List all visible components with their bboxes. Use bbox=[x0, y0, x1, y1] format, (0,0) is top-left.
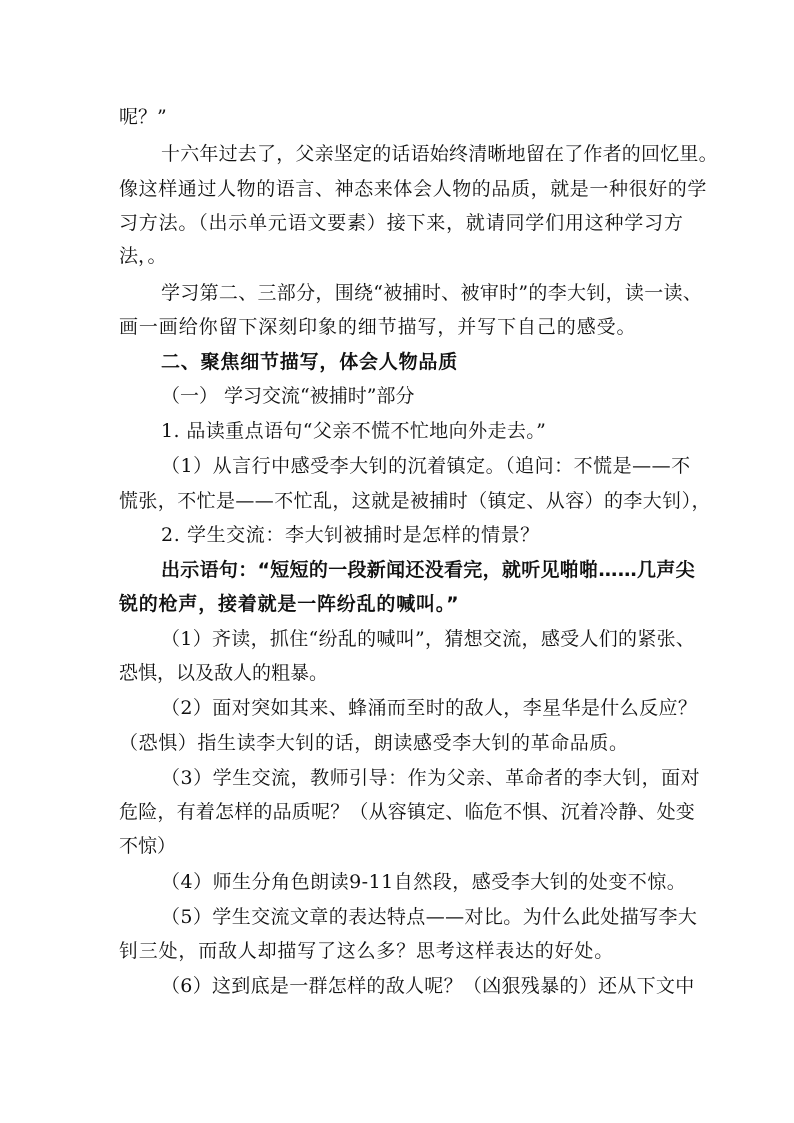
text-line: 学习第二、三部分，围绕“被捕时、被审时”的李大钊，读一读、 bbox=[161, 282, 703, 304]
text-line: （5）学生交流文章的表达特点——对比。为什么此处描写李大 bbox=[161, 906, 698, 928]
text-line: （恐惧）指生读李大钊的话，朗读感受李大钊的革命品质。 bbox=[119, 732, 629, 754]
subsection-heading: （一） 学习交流“被捕时”部分 bbox=[161, 385, 415, 407]
text-line: （3）学生交流，教师引导：作为父亲、革命者的李大钊，面对 bbox=[161, 767, 701, 789]
text-line: （2）面对突如其来、蜂涌而至时的敌人，李星华是什么反应？ bbox=[161, 697, 698, 719]
quote-line-bold: 出示语句：“短短的一段新闻还没看完，就听见啪啪……几声尖 bbox=[161, 559, 695, 581]
text-line: 十六年过去了，父亲坚定的话语始终清晰地留在了作者的回忆里。 bbox=[161, 143, 718, 165]
text-line: （1）从言行中感受李大钊的沉着镇定。（追问：不慌是——不 bbox=[161, 455, 691, 477]
text-line: 呢？” bbox=[119, 106, 167, 128]
text-line: 钊三处，而敌人却描写了这么多？思考这样表达的好处。 bbox=[119, 940, 615, 962]
text-line: 1. 品读重点语句“父亲不慌不忙地向外走去。” bbox=[161, 420, 547, 442]
text-line: 像这样通过人物的语言、神态来体会人物的品质，就是一种很好的学 bbox=[119, 178, 708, 200]
text-line: 2. 学生交流：李大钊被捕时是怎样的情景？ bbox=[161, 524, 540, 546]
text-line: 慌张，不忙是——不忙乱，这就是被捕时（镇定、从容）的李大钊）， bbox=[119, 490, 711, 512]
text-line: 法，。 bbox=[119, 245, 167, 267]
text-line: 不惊） bbox=[119, 835, 177, 857]
text-line: 恐惧，以及敌人的粗暴。 bbox=[119, 662, 329, 684]
text-line: （6）这到底是一群怎样的敌人呢？（凶狠残暴的）还从下文中 bbox=[161, 975, 695, 997]
text-line: 画一画给你留下深刻印象的细节描写，并写下自己的感受。 bbox=[119, 316, 637, 338]
text-line: 危险，有着怎样的品质呢？（从容镇定、临危不惧、沉着冷静、处变 bbox=[119, 801, 696, 823]
quote-line-bold: 锐的枪声，接着就是一阵纷乱的喊叫。” bbox=[119, 593, 460, 615]
section-heading: 二、聚焦细节描写，体会人物品质 bbox=[161, 351, 459, 373]
text-line: 习方法。（出示单元语文要素）接下来，就请同学们用这种学习方 bbox=[119, 212, 684, 234]
text-line: （1）齐读，抓住“纷乱的喊叫”，猜想交流，感受人们的紧张、 bbox=[161, 628, 696, 650]
text-line: （4）师生分角色朗读9-11自然段，感受李大钊的处变不惊。 bbox=[161, 871, 687, 893]
